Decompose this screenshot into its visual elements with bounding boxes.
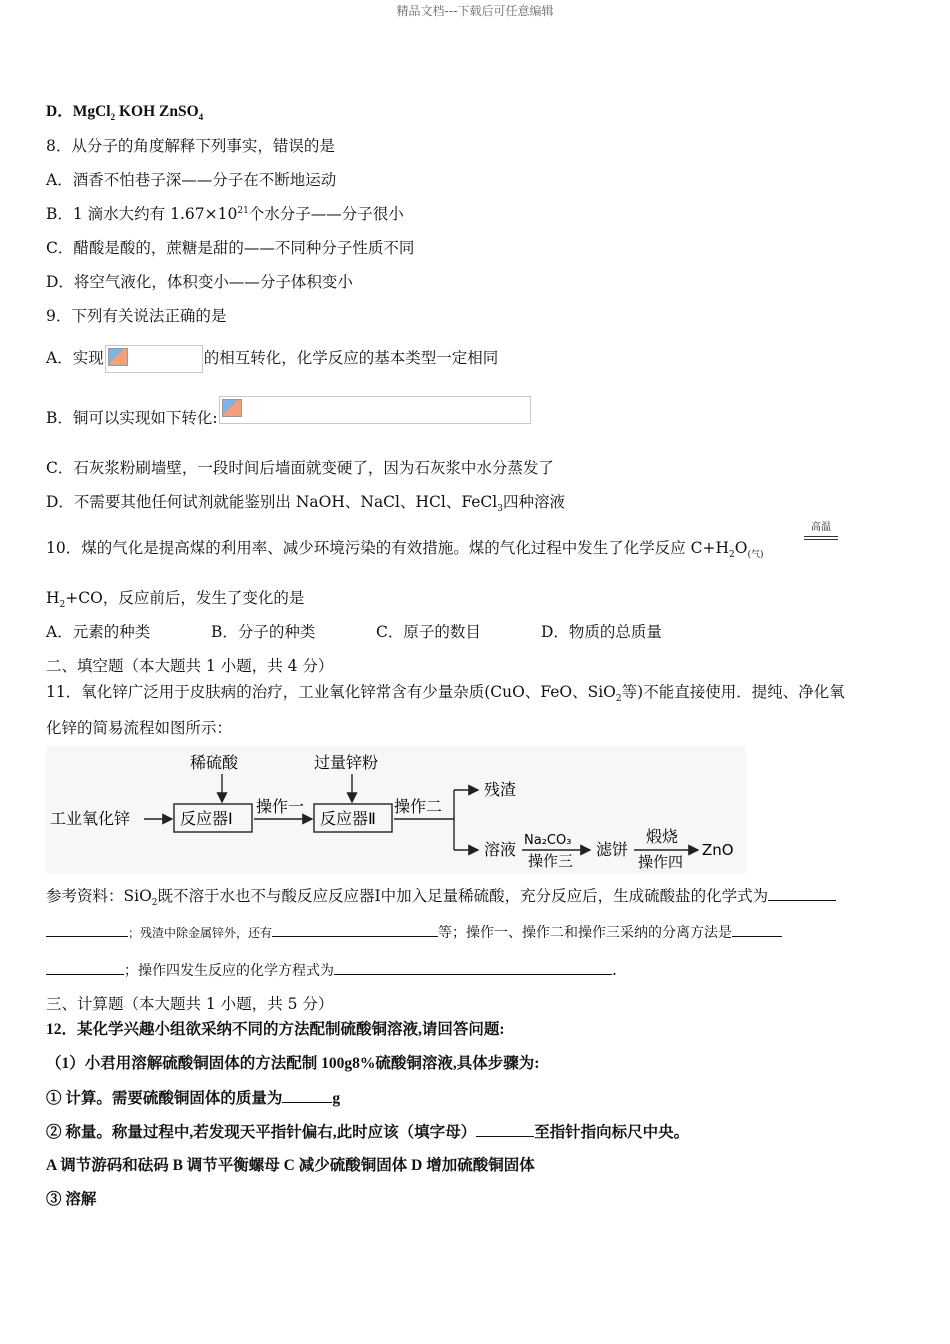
question-12-part-1: （1）小君用溶解硫酸铜固体的方法配制 100g8%硫酸铜溶液,具体步骤为: [46, 1055, 540, 1072]
answer-blank[interactable] [476, 1122, 534, 1137]
question-12: 12．某化学兴趣小组欲采纳不同的方法配制硫酸铜溶液,请回答问题: [46, 1021, 505, 1038]
question-8: 8．从分子的角度解释下列事实，错误的是 [46, 137, 335, 155]
answer-blank[interactable] [732, 922, 782, 937]
q9-option-b: B．铜可以实现如下转化: [46, 396, 532, 440]
flow-op3: 操作三 [528, 852, 574, 870]
flow-diagram [46, 746, 746, 874]
flow-start: 工业氧化锌 [50, 809, 131, 828]
high-temperature-condition: 高温 [804, 522, 838, 544]
q12-step-2: ② 称量。称量过程中,若发现天平指针偏右,此时应该（填字母） 至指针指向标尺中央。 [46, 1124, 690, 1141]
broken-image-icon [105, 345, 203, 373]
flow-op2: 操作二 [394, 797, 443, 816]
flow-reactor-2: 反应器Ⅱ [320, 809, 376, 828]
answer-blank[interactable] [46, 960, 124, 975]
flow-acid: 稀硫酸 [190, 753, 239, 772]
q9-option-d: D．不需要其他任何试剂就能鉴别出 NaOH、NaCl、HCl、FeCl$_3$四种溶液 [46, 493, 565, 515]
document-header: 精品文档---下载后可任意编辑 [396, 4, 554, 18]
flow-calcine: 煅烧 [646, 827, 679, 846]
flow-na2co3: Na₂CO₃ [524, 833, 572, 848]
q8-option-b: B．1 滴水大约有 $1.67\times 10^{21}$个水分子——分子很小 [46, 205, 404, 223]
section-3-title: 三、计算题（本大题共 1 小题，共 5 分） [46, 995, 334, 1013]
q8-option-a: A．酒香不怕巷子深——分子在不断地运动 [46, 171, 337, 189]
broken-image-icon [219, 396, 531, 424]
q12-step-3: ③ 溶解 [46, 1191, 97, 1208]
q8-option-d: D．将空气液化，体积变小——分子体积变小 [46, 273, 353, 291]
question-11: 11．氧化锌广泛用于皮肤病的治疗，工业氧化锌常含有少量杂质(CuO、FeO、SiO$_2$等)不能直接使用．提纯、净化氧 [46, 683, 845, 705]
q10-options: A．元素的种类 B．分子的种类 C．原子的数目 D．物质的总质量 [46, 623, 662, 641]
answer-blank[interactable] [334, 960, 612, 975]
flow-op4: 操作四 [638, 853, 684, 871]
flow-zinc: 过量锌粉 [314, 753, 379, 772]
q9-option-a: A．实现 的相互转化，化学反应的基本类型一定相同 [46, 338, 498, 378]
question-10-cont: $H_2+CO$，反应前后，发生了变化的是 [46, 589, 305, 611]
question-9: 9．下列有关说法正确的是 [46, 307, 227, 325]
section-2-title: 二、填空题（本大题共 1 小题，共 4 分） [46, 657, 334, 675]
q7-option-d: D．MgCl$_2$ KOH ZnSO$_4$ [46, 103, 204, 123]
flow-op1: 操作一 [256, 797, 305, 816]
flow-cake: 滤饼 [596, 840, 629, 859]
q12-options: A 调节游码和砝码 B 调节平衡螺母 C 减少硫酸铜固体 D 增加硫酸铜固体 [46, 1157, 535, 1174]
reference-line-1: 参考资料：SiO$_2$既不溶于水也不与酸反应反应器Ⅰ中加入足量稀硫酸，充分反应后，生成硫酸盐的化学式为 [46, 886, 836, 906]
question-10: 10．煤的气化是提高煤的利用率、减少环境污染的有效措施。煤的气化过程中发生了化学反应 $C+H_2O_{(气)}$ [46, 539, 764, 561]
reference-line-2: ；残渣中除金属锌外，还有 等；操作一、操作二和操作三采纳的分离方法是 [46, 922, 782, 943]
q8-option-c: C．醋酸是酸的，蔗糖是甜的——不同种分子性质不同 [46, 239, 415, 257]
flow-reactor-1: 反应器Ⅰ [180, 809, 233, 828]
answer-blank[interactable] [272, 922, 438, 937]
flow-residue: 残渣 [484, 780, 517, 799]
question-11-cont: 化锌的简易流程如图所示： [46, 719, 233, 737]
q9-option-c: C．石灰浆粉刷墙壁，一段时间后墙面就变硬了，因为石灰浆中水分蒸发了 [46, 459, 554, 477]
reference-line-3: ；操作四发生反应的化学方程式为 . [46, 960, 617, 981]
flow-zno: ZnO [702, 841, 734, 859]
answer-blank[interactable] [282, 1088, 332, 1103]
flow-solution: 溶液 [484, 840, 517, 859]
q12-step-1: ① 计算。需要硫酸铜固体的质量为 g [46, 1090, 341, 1107]
answer-blank[interactable] [46, 922, 128, 937]
answer-blank[interactable] [768, 886, 836, 901]
